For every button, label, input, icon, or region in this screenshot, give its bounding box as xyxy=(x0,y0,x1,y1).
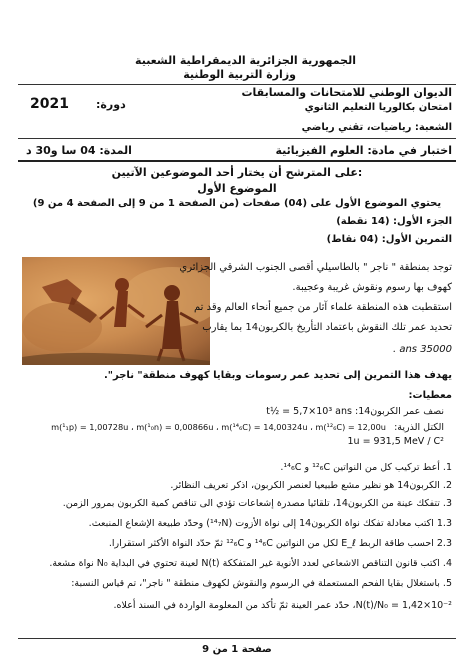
question-item xyxy=(49,558,452,569)
header-divider-bottom xyxy=(18,160,456,162)
exercise-aim: يهدف هذا التمرين إلى تحديد عمر رسومات وبقايا كهوف منطقة" ناجر". xyxy=(104,370,452,381)
stream-label: الشعبة: رياضيات، تقني رياضي xyxy=(301,122,452,133)
header-divider-mid xyxy=(18,138,456,139)
duration-label: المدة: 04 سا و30 د xyxy=(26,144,132,157)
passage-line-3: استقطبت هذه المنطقة علماء آثار من جميع أنحاء العالم وقد تم xyxy=(193,302,452,313)
question-item xyxy=(89,518,452,529)
question-text: احسب طاقة الربط E_ℓ لكل من النواتين ¹⁴₆C و ¹²₆C ثمّ حدّد النواة الأكثر استقرارا. xyxy=(108,538,434,549)
question-text: N(t)/N₀ = 1,42×10⁻²، حدّد عمر العينة ثمّ تأكد من المعلومة الواردة في السند أعلاه. xyxy=(113,600,452,611)
question-number: 1. xyxy=(442,462,452,473)
exam-title: امتحان بكالوريا التعليم الثانوي xyxy=(304,102,452,113)
given-unit: 1u = 931,5 MeV / C² xyxy=(347,436,444,447)
question-item xyxy=(280,462,452,473)
given-masses-label: الكتل الذرية: xyxy=(394,422,444,433)
question-item xyxy=(170,480,452,491)
header-divider-top xyxy=(18,84,456,85)
question-text: اكتب معادلة تفكك نواة الكربون14 إلى نواة الأزوت (¹⁴₇N) وحدّد طبيعة الإشعاع المنبعث. xyxy=(88,518,434,529)
question-text: الكربون14 هو نظير مشع طبيعيا لعنصر الكربون، اذكر تعريف النظائر. xyxy=(170,480,440,491)
exercise-one-label: التمرين الأول: (04 نقاط) xyxy=(326,234,452,245)
question-text: تتفكك عينة من الكربون14، تلقائيا مصدرة إشعاعات تؤدي الى تناقص كمية الكربون بمرور الزمن. xyxy=(62,498,440,509)
question-text: باستغلال بقايا الفحم المستعملة في الرسوم والنقوش لكهوف منطقة " ناجر"، تم قياس النسبة: xyxy=(71,578,440,589)
question-number: 5. xyxy=(442,578,452,589)
session-label: دورة: xyxy=(96,98,126,111)
topic-title: الموضوع الأول xyxy=(197,182,277,195)
page-footer: صفحة 1 من 9 xyxy=(202,644,272,655)
question-item xyxy=(63,498,452,509)
question-number: 2. xyxy=(442,480,452,491)
question-item xyxy=(71,578,452,589)
question-number: 2.3 xyxy=(436,538,452,549)
subject-label: اختبار في مادة: العلوم الفيزيائية xyxy=(275,144,452,157)
topic-pages: يحتوي الموضوع الأول على (04) صفحات (من الصفحة 1 من 9 إلى الصفحة 4 من 9) xyxy=(32,198,442,209)
cave-painting-image xyxy=(22,257,210,365)
question-number: 3. xyxy=(442,498,452,509)
passage-line-2: كهوف بها رسوم ونقوش غريبة وعجيبة. xyxy=(292,282,452,293)
question-item xyxy=(109,538,452,549)
given-masses: m(¹₁p) = 1,00728u ، m(¹₀n) = 0,00866u ، m(¹⁴₆C) = 14,00324u ، m(¹²₆C) = 12,00u xyxy=(51,422,386,432)
given-half-life: نصف عمر الكربون14: t½ = 5,7×10³ ans xyxy=(266,406,444,417)
passage-line-1: توجد بمنطقة " ناجر " بالطاسيلي أقصى الجنوب الشرقي الجزائري xyxy=(179,262,452,273)
choose-instruction: على المترشح أن يختار أحد الموضوعين الآتيين: xyxy=(111,166,363,179)
part-one-label: الجزء الأول: (14 نقطة) xyxy=(336,216,452,227)
question-text: أعط تركيب كل من النواتين ¹²₆C و ¹⁴₆C. xyxy=(280,462,440,473)
republic-title: الجمهورية الجزائرية الديمقراطية الشعبية xyxy=(135,54,356,67)
ministry-title: وزارة التربية الوطنية xyxy=(183,68,296,81)
question-number: 4. xyxy=(442,558,452,569)
passage-line-4: تحديد عمر تلك النقوش باعتماد التأريخ بالكربون14 بما يقارب xyxy=(202,322,452,333)
givens-title: معطيات: xyxy=(408,390,452,401)
question-number: 1.3 xyxy=(436,518,452,529)
passage-line-5: 35000 ans . xyxy=(392,344,452,355)
question-text: اكتب قانون التناقص الاشعاعي لعدد الأنوية غير المتفككة N(t) لعينة تحتوي في البداية N₀ نواة مشعة. xyxy=(49,558,440,569)
footer-divider xyxy=(18,638,456,639)
office-title: الديوان الوطني للامتحانات والمسابقات xyxy=(241,86,452,99)
session-year: 2021 xyxy=(30,96,69,112)
question-item xyxy=(114,600,452,611)
